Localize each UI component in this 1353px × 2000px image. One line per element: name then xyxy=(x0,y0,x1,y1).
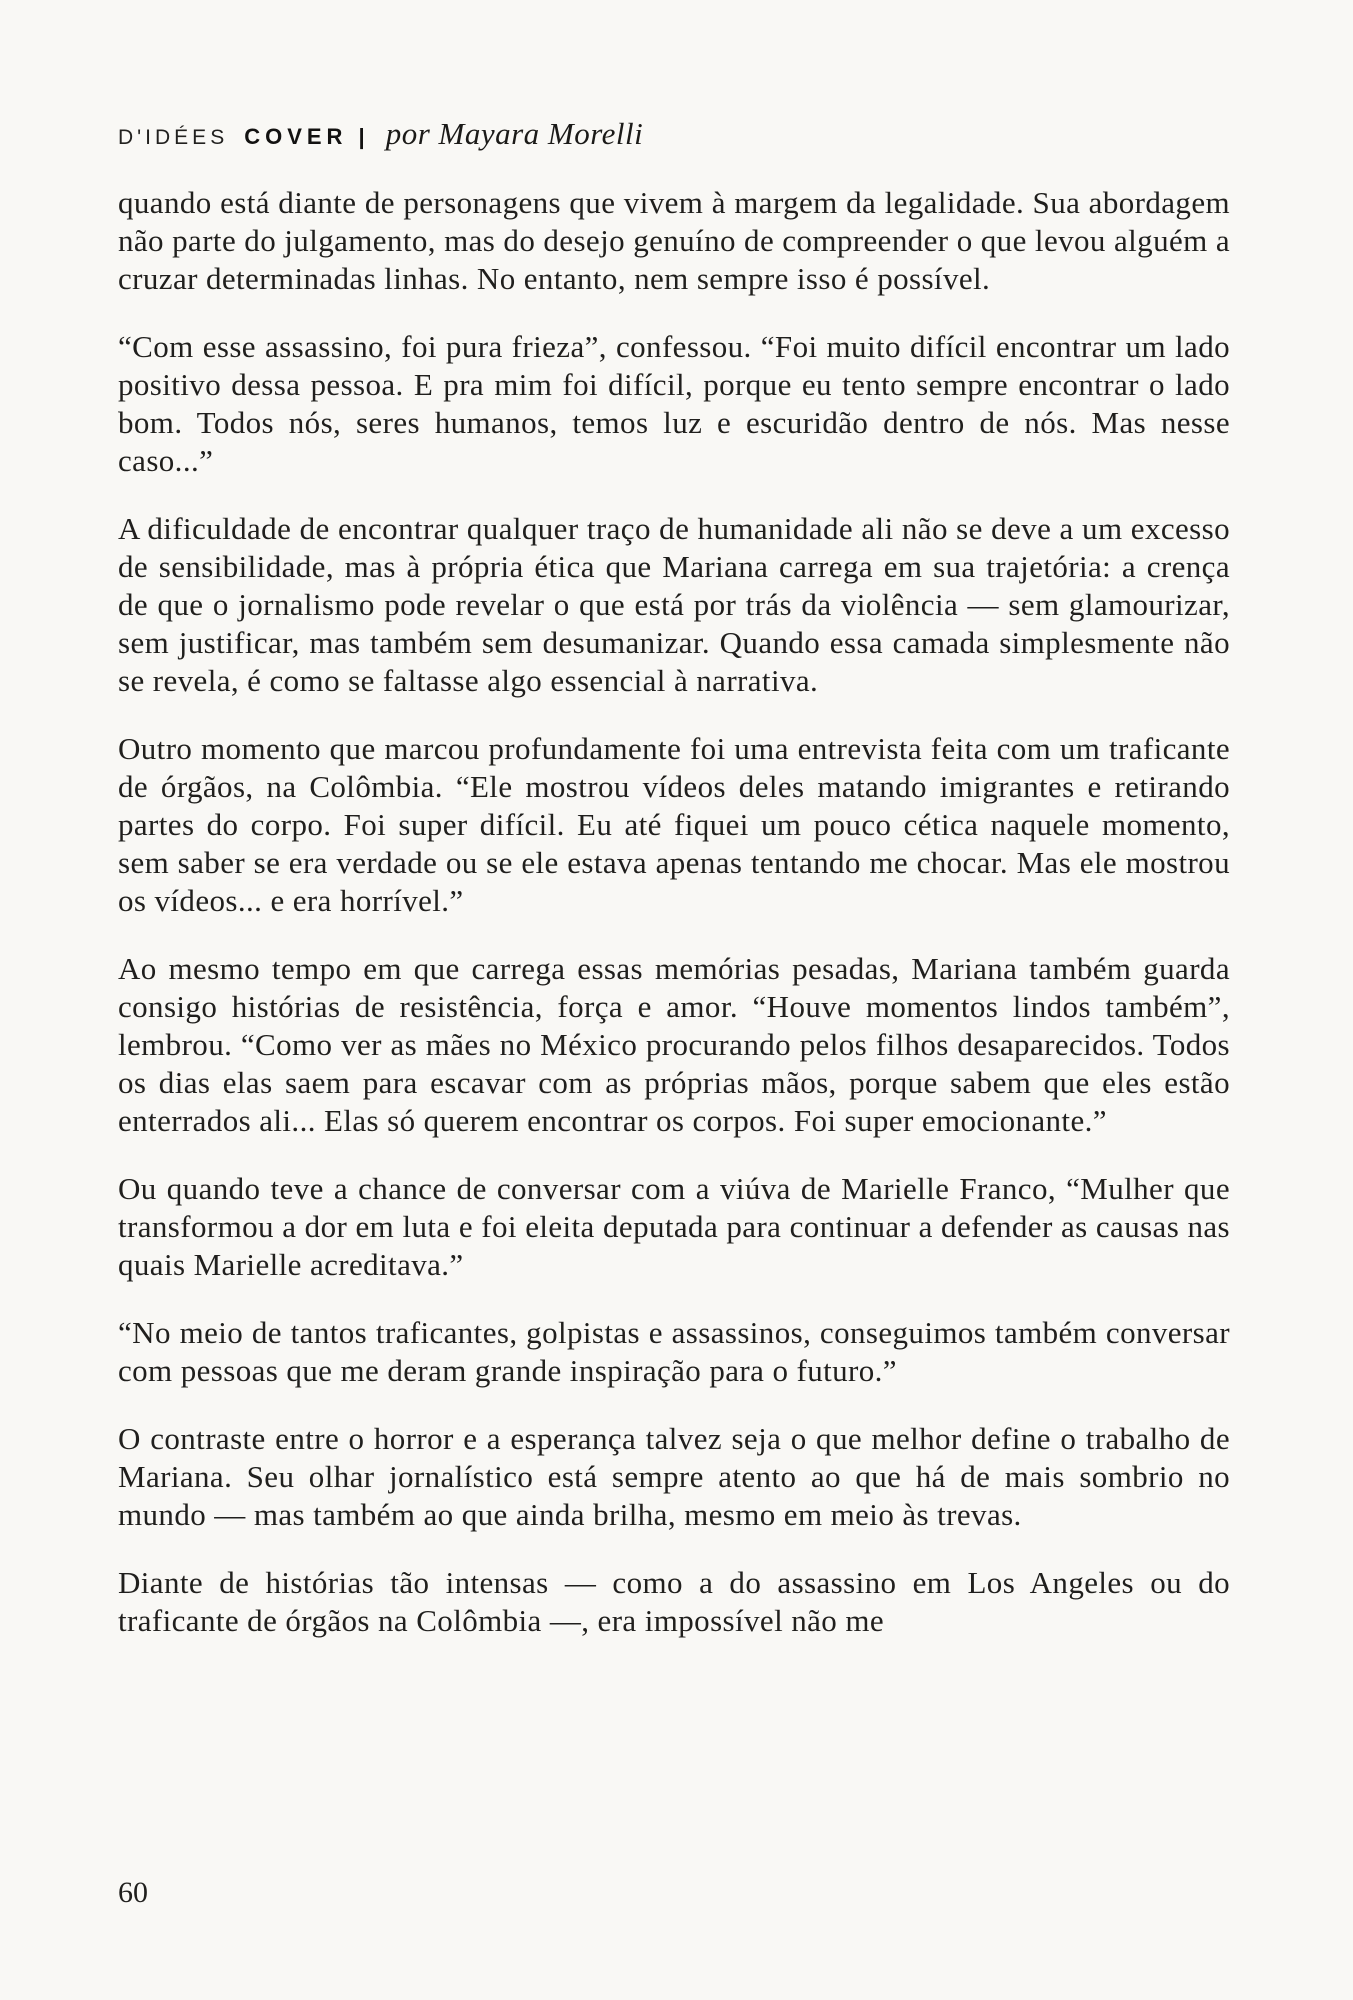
article-paragraph: Ou quando teve a chance de conversar com a viúva de Marielle Franco, “Mulher que transformou a dor em luta e foi eleita deputada para continuar a defender as causas nas quais Marielle acreditava.” xyxy=(118,1171,1230,1282)
article-header xyxy=(118,116,1230,152)
article-paragraph: “No meio de tantos traficantes, golpistas e assassinos, conseguimos também conversar com pessoas que me deram grande inspiração para o futuro.” xyxy=(118,1315,1230,1388)
page-number: 60 xyxy=(118,1876,148,1909)
article-paragraph: O contraste entre o horror e a esperança talvez seja o que melhor define o trabalho de Mariana. Seu olhar jornalístico está sempre atento ao que há de mais sombrio no mundo — mas também ao que ainda brilha, mesmo em meio às trevas. xyxy=(118,1421,1230,1532)
article-paragraph: A dificuldade de encontrar qualquer traço de humanidade ali não se deve a um excesso de sensibilidade, mas à própria ética que Mariana carrega em sua trajetória: a crença de que o jornalismo pode revelar o que está por trás da violência — sem glamourizar, sem justificar, mas também sem desumanizar. Quando essa camada simplesmente não se revela, é como se faltasse algo essencial à narrativa. xyxy=(118,511,1230,698)
article-paragraph: quando está diante de personagens que vivem à margem da legalidade. Sua abordagem não parte do julgamento, mas do desejo genuíno de compreender o que levou alguém a cruzar determinadas linhas. No entanto, nem sempre isso é possível. xyxy=(118,185,1230,296)
article-body xyxy=(118,184,1230,1640)
article-paragraph: Outro momento que marcou profundamente foi uma entrevista feita com um traficante de órgãos, na Colômbia. “Ele mostrou vídeos deles matando imigrantes e retirando partes do corpo. Foi super difícil. Eu até fiquei um pouco cética naquele momento, sem saber se era verdade ou se ele estava apenas tentando me chocar. Mas ele mostrou os vídeos... e era horrível.” xyxy=(118,731,1230,918)
magazine-brand: D'IDÉES xyxy=(118,126,229,149)
page-content xyxy=(118,116,1230,1670)
article-paragraph: Diante de histórias tão intensas — como a do assassino em Los Angeles ou do traficante de órgãos na Colômbia —, era impossível não me xyxy=(118,1565,1230,1638)
author-byline: por Mayara Morelli xyxy=(385,116,644,151)
article-paragraph: “Com esse assassino, foi pura frieza”, confessou. “Foi muito difícil encontrar um lado positivo dessa pessoa. E pra mim foi difícil, porque eu tento sempre encontrar o lado bom. Todos nós, seres humanos, temos luz e escuridão dentro de nós. Mas nesse caso...” xyxy=(118,329,1230,478)
article-paragraph: Ao mesmo tempo em que carrega essas memórias pesadas, Mariana também guarda consigo histórias de resistência, força e amor. “Houve momentos lindos também”, lembrou. “Como ver as mães no México procurando pelos filhos desaparecidos. Todos os dias elas saem para escavar com as próprias mãos, porque sabem que eles estão enterrados ali... Elas só querem encontrar os corpos. Foi super emocionante.” xyxy=(118,951,1230,1138)
section-label: COVER | xyxy=(244,124,370,149)
